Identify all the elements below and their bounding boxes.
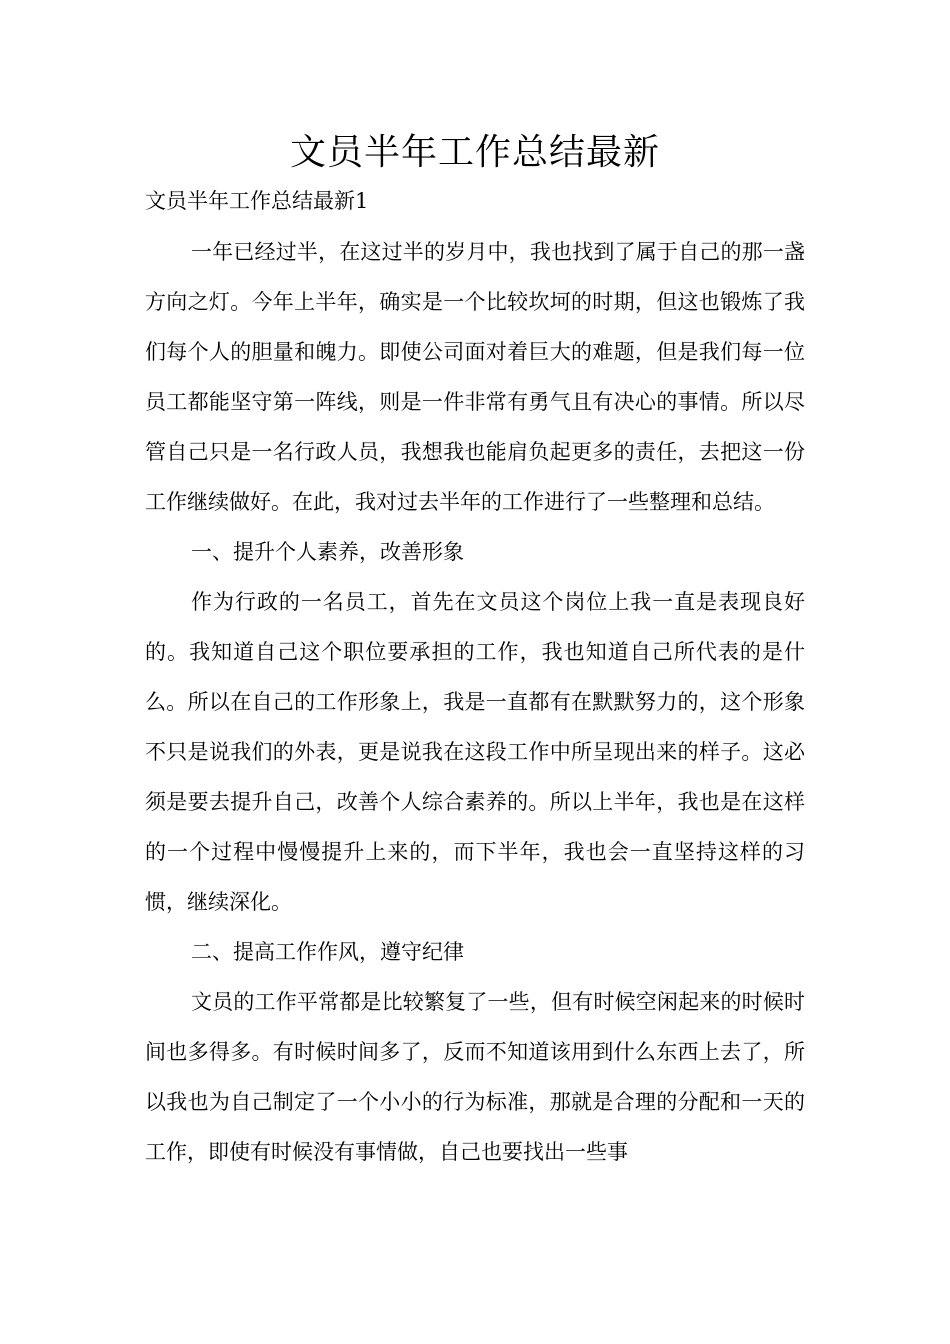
paragraph-section-2: 文员的工作平常都是比较繁复了一些，但有时候空闲起来的时候时间也多得多。有时候时间多了，反而不知道该用到什么东西上去了，所以我也为自己制定了一个小小的行为标准，那就是合理的分配和一天的工作，即使有时候没有事情做，自己也要找出一些事	[145, 990, 805, 1164]
paragraph-section-1: 作为行政的一名员工，首先在文员这个岗位上我一直是表现良好的。我知道自己这个职位要承担的工作，我也知道自己所代表的是什么。所以在自己的工作形象上，我是一直都有在默默努力的，这个形象不只是说我们的外表，更是说我在这段工作中所呈现出来的样子。这必须是要去提升自己，改善个人综合素养的。所以上半年，我也是在这样的一个过程中慢慢提升上来的，而下半年，我也会一直坚持这样的习惯，继续深化。	[145, 590, 805, 914]
document-title: 文员半年工作总结最新	[289, 132, 660, 173]
section-heading-1: 一、提升个人素养，改善形象	[191, 540, 464, 564]
section-heading-2: 二、提高工作作风，遵守纪律	[191, 940, 464, 964]
document-subtitle: 文员半年工作总结最新1	[145, 189, 369, 213]
paragraph-intro: 一年已经过半，在这过半的岁月中，我也找到了属于自己的那一盏方向之灯。今年上半年，确实是一个比较坎坷的时期，但这也锻炼了我们每个人的胆量和魄力。即使公司面对着巨大的难题，但是我们每一位员工都能坚守第一阵线，则是一件非常有勇气且有决心的事情。所以尽管自己只是一名行政人员，我想我也能肩负起更多的责任，去把这一份工作继续做好。在此，我对过去半年的工作进行了一些整理和总结。	[145, 240, 805, 514]
document-body	[145, 227, 805, 1177]
